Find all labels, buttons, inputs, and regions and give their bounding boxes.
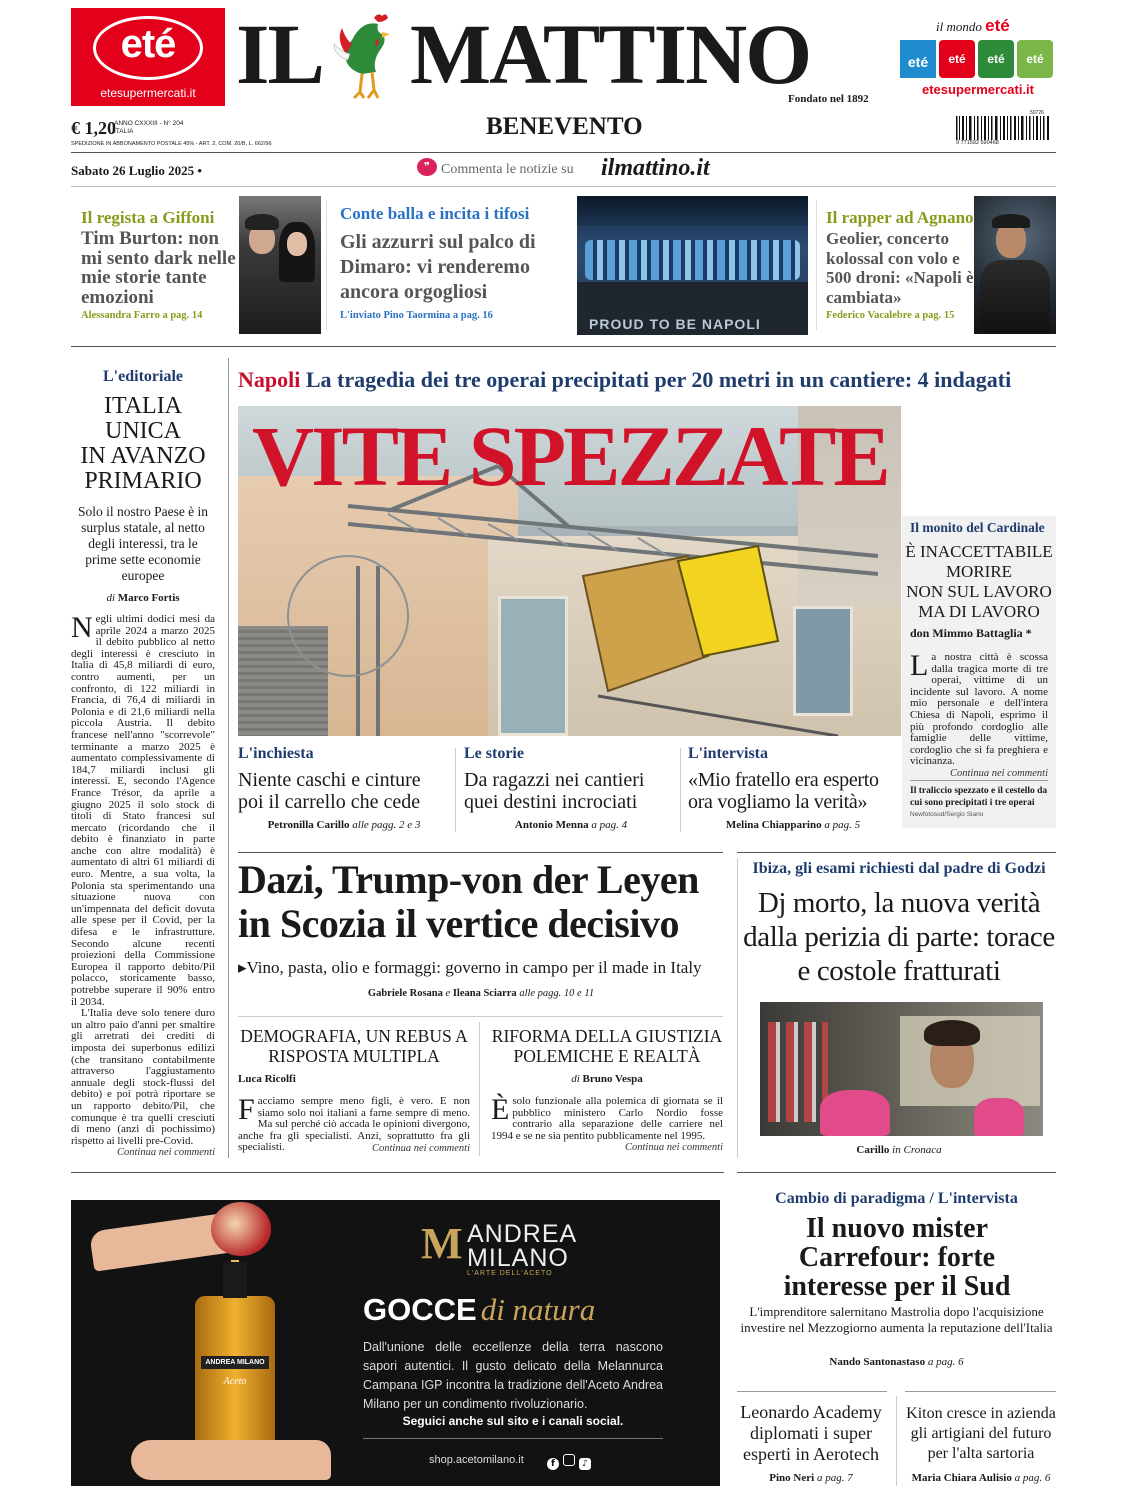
right-column-top-divider: [737, 852, 1056, 853]
teaser-bottom-divider: [71, 346, 1056, 347]
ad-brand-line1: ANDREA: [467, 1220, 578, 1248]
bottom-right-divider-1: [737, 1391, 887, 1392]
sub-byline-page: a pag. 5: [824, 819, 861, 831]
issue-number: ANNO CXXXIII - N° 204: [114, 120, 184, 127]
leonardo-story[interactable]: [734, 1400, 888, 1490]
cardinal-caption-divider: [910, 780, 1048, 781]
ibiza-caption: [742, 1144, 1056, 1156]
ad-top-divider: [71, 1172, 724, 1173]
sub-byline: [688, 819, 898, 831]
opinion-author: Luca Ricolfi: [238, 1073, 296, 1085]
ibiza-caption-section: in Cronaca: [892, 1144, 942, 1156]
cardinal-headline: [902, 542, 1056, 622]
carrefour-top-divider: [737, 1172, 1056, 1173]
carrefour-kicker-text2: L'intervista: [937, 1190, 1018, 1207]
carrefour-kicker: [737, 1190, 1056, 1208]
comment-prompt: Commenta le notizie su: [441, 162, 574, 177]
pink-figure: [820, 1090, 890, 1136]
dazi-author-1: Gabriele Rosana: [367, 988, 443, 999]
teaser-headline: Gli azzurri sul palco di Dimaro: vi renderemo ancora orgogliosi: [340, 231, 536, 303]
kiton-byline: [904, 1472, 1058, 1484]
editorial-headline: [71, 394, 215, 494]
kiton-page: a pag. 6: [1014, 1472, 1051, 1484]
stage-banner: PROUD TO BE NAPOLI: [589, 316, 761, 332]
carrefour-deck: L'imprenditore salernitano Mastrolia dopo l'acquisizione investire nel Mezzogiorno aumenta la reputazione dell'Italia: [740, 1304, 1053, 1335]
cardinal-dropcap: L: [910, 649, 929, 682]
ibiza-photo: [760, 1002, 1043, 1136]
ad-title: [363, 1292, 595, 1328]
sub-byline-page: a pag. 4: [591, 819, 628, 831]
ad-bottle-sub: Aceto: [223, 1376, 247, 1387]
carrefour-byline: [737, 1356, 1056, 1368]
ad-logo-grand: eté: [900, 40, 936, 78]
dazi-deck: ▸Vino, pasta, olio e formaggi: governo in campo per il made in Italy: [238, 958, 702, 977]
sub-headline: «Mio fratello era esperto ora vogliamo la verità»: [688, 769, 879, 813]
comment-bubble-icon: ❞: [417, 158, 437, 176]
cardinal-kicker: Il monito del Cardinale: [910, 520, 1045, 535]
carrefour-author: Nando Santonastaso: [829, 1356, 926, 1368]
dj-hair: [924, 1020, 980, 1046]
dazi-bottom-divider: [238, 1016, 723, 1017]
cardinal-box[interactable]: [902, 516, 1056, 828]
masthead-title-il: IL: [236, 6, 323, 102]
instagram-icon[interactable]: [563, 1454, 575, 1466]
editorial-dropcap: N: [71, 611, 93, 644]
issue-country: ITALIA: [114, 128, 134, 135]
carrefour-page: a pag. 6: [927, 1356, 964, 1368]
cardinal-headline-line: NON SUL LAVORO: [906, 582, 1052, 601]
cardinal-body-text: a nostra città è scossa dalla tragica morte di tre operai, vittime di un incidente sul lavoro. A nome mio personale e dell'intera Chiesa di Napoli, esprimo il più profondo cordoglio alle famiglie delle vittime, cordoglio che si fa preghiera e vicinanza.: [910, 651, 1048, 768]
cardinal-body: [910, 649, 1048, 780]
opinion-continue[interactable]: Continua nei commenti: [372, 1142, 470, 1154]
sub-divider-1: [455, 748, 456, 832]
opinion-author-prefix: di: [571, 1073, 580, 1085]
sub-byline: [464, 819, 678, 831]
main-kicker-place: Napoli: [238, 367, 301, 392]
editorial-body-p2: L'Italia deve solo tenere duro un altro paio d'anni per smaltire gli arretrati dei crediti di imposta dei superbonus edilizi (che transitano contabilmente attraverso l'aggiustamento annuale degli stock-flussi del debito) e poi potrà riportare se un rapporto debito/Pil, che comunque è tra quelli cresciuti di meno (anzi di pochissimo) rispetto ai livelli pre-Covid.: [71, 1007, 215, 1147]
cardinal-headline-line: MA DI LAVORO: [918, 602, 1040, 621]
teaser-byline: L'inviato Pino Taormina a pag. 16: [340, 310, 493, 321]
ad-bottle: [195, 1296, 275, 1456]
geolier-cap: [992, 214, 1030, 228]
carrefour-headline: Il nuovo mister Carrefour: forte interesse per il Sud: [783, 1213, 1011, 1302]
opinion-author-name: Bruno Vespa: [582, 1073, 643, 1085]
geolier-jacket: [980, 260, 1050, 334]
sub-byline-author: Melina Chiapparino: [725, 819, 822, 831]
sub-kicker: L'intervista: [688, 745, 768, 762]
ad-brand-monogram: M: [421, 1219, 463, 1268]
sub-byline-page: alle pagg. 2 e 3: [352, 819, 421, 831]
stage-lights: [577, 196, 808, 226]
leonardo-headline: Leonardo Academy diplomati i super esperti in Aerotech: [740, 1402, 882, 1464]
comment-bar[interactable]: [417, 155, 737, 183]
editorial-headline-line: UNICA: [105, 418, 181, 444]
ad-cta-divider: [363, 1438, 663, 1439]
editorial-kicker: L'editoriale: [103, 368, 183, 385]
barcode-small-number: 50726: [1030, 110, 1044, 116]
napoli-team-photo: [577, 196, 808, 335]
editorial-author-name: Marco Fortis: [117, 592, 180, 604]
opinion-continue[interactable]: Continua nei commenti: [625, 1142, 723, 1154]
teaser-kicker: Il regista a Giffoni: [81, 208, 215, 227]
cardinal-continue[interactable]: Continua nei commenti: [950, 767, 1048, 779]
sub-intervista[interactable]: [688, 745, 898, 837]
opinion-dropcap: È: [491, 1093, 510, 1126]
ibiza-story[interactable]: [742, 858, 1056, 1162]
shelf-items: [768, 1022, 828, 1122]
opinion-body-text: acciamo sempre meno figli, è vero. E non siamo solo noi italiani a farne sempre di meno. Ma sul perché ciò accada le opinioni divergono, anche fra gli specialisti. Anzi, soprattutto fra gli specialisti.: [238, 1095, 470, 1154]
masthead-divider: [71, 152, 1056, 153]
editorial-headline-line: IN AVANZO: [80, 443, 206, 469]
dazi-author-2: Ileana Sciarra: [452, 988, 517, 999]
teaser-divider-1: [326, 200, 327, 330]
cardinal-headline-line: MORIRE: [945, 562, 1013, 581]
editorial-deck: Solo il nostro Paese è in surplus statale, al netto degli interessi, tra le prime sette economie europee: [77, 504, 209, 583]
main-story-bottom-divider: [238, 852, 723, 853]
geolier-photo: [974, 196, 1056, 334]
opinion-ricolfi[interactable]: [238, 1022, 470, 1162]
sub-inchiesta[interactable]: [238, 745, 450, 837]
right-ad-title-brand: eté: [985, 16, 1010, 35]
teaser-kicker: Il rapper ad Agnano: [826, 208, 974, 227]
ad-logo-ete-futura: eté: [978, 40, 1014, 78]
tiktok-icon[interactable]: ♪: [579, 1458, 591, 1470]
teaser-napoli[interactable]: [331, 196, 811, 336]
editorial-headline-line: PRIMARIO: [84, 468, 202, 494]
dazi-story[interactable]: [238, 858, 724, 1008]
postal-notice: SPEDIZIONE IN ABBONAMENTO POSTALE 45% - ART. 2, COM. 20/B, L. 662/96: [71, 141, 272, 147]
opinion-headline: RIFORMA DELLA GIUSTIZIA POLEMICHE E REALTÀ: [491, 1026, 723, 1066]
kiton-author: Maria Chiara Aulisio: [911, 1472, 1012, 1484]
ibiza-kicker: Ibiza, gli esami richiesti dal padre di Godzi: [752, 860, 1046, 877]
sub-byline-author: Antonio Menna: [514, 819, 589, 831]
column-divider-mid: [737, 858, 738, 1158]
ad-logo-ete-smart: eté: [1017, 40, 1053, 78]
leonardo-byline: [734, 1472, 888, 1484]
sub-headline: Da ragazzi nei cantieri quei destini incrociati: [464, 769, 645, 813]
teaser-geolier[interactable]: [816, 196, 1056, 336]
main-photo: [238, 406, 901, 736]
dazi-byline: [238, 988, 724, 999]
bottom-right-divider-2: [905, 1391, 1056, 1392]
teaser-byline: Federico Vacalebre a pag. 15: [826, 310, 955, 321]
main-headline: VITE SPEZZATE: [252, 408, 888, 504]
ad-bottle-label: ANDREA MILANO: [201, 1356, 269, 1369]
founded-text: Fondato nel 1892: [788, 93, 869, 105]
ad-logo-ete: eté: [939, 40, 975, 78]
editorial-author-prefix: di: [106, 592, 115, 604]
sub-divider-2: [680, 748, 681, 832]
leonardo-page: a pag. 7: [816, 1472, 853, 1484]
carrefour-story[interactable]: [737, 1180, 1056, 1376]
rooster-icon: [332, 10, 408, 102]
team-row: [585, 240, 800, 280]
date-divider: [71, 186, 1056, 187]
dazi-author-join: e: [445, 988, 451, 999]
leonardo-author: Pino Neri: [769, 1472, 815, 1484]
ad-apple: [211, 1202, 271, 1256]
cardinal-headline-line: È INACCETTABILE: [905, 542, 1053, 561]
social-icons: [547, 1453, 591, 1471]
sub-byline-author: Petronilla Carillo: [267, 819, 350, 831]
kiton-story[interactable]: [904, 1400, 1058, 1490]
sub-kicker: Le storie: [464, 745, 524, 762]
issue-date: Sabato 26 Luglio 2025 •: [71, 163, 202, 178]
kiton-headline: Kiton cresce in azienda gli artigiani del futuro per l'alta sartoria: [906, 1405, 1056, 1462]
teaser-kicker: Conte balla e incita i tifosi: [340, 204, 530, 223]
ad-body: Dall'unione delle eccellenze della terra nascono sapori autentici. Il gusto delicato della Melannurca Campana IGP incontra la tradizione dell'Aceto Andrea Milano per un condimento rivoluzionario.: [363, 1340, 663, 1411]
ad-brand-tag: L'ARTE DELL'ACETO: [467, 1270, 553, 1277]
editorial-author: [71, 592, 215, 604]
ete-logo-url: etesupermercati.it: [100, 86, 196, 100]
burton-hair: [245, 214, 279, 230]
bottom-right-vdivider: [896, 1396, 897, 1486]
dazi-headline: Dazi, Trump-von der Leyen in Scozia il vertice decisivo: [238, 857, 699, 946]
price: € 1,20: [71, 118, 116, 138]
pink-figure-right: [974, 1098, 1024, 1136]
teaser-headline: Tim Burton: non mi sento dark nelle mie storie tante emozioni: [81, 228, 236, 308]
carrefour-kicker-sep: /: [929, 1190, 934, 1207]
ete-logo-ad[interactable]: [71, 8, 225, 106]
teaser-headline: Geolier, concerto kolossal con volo e 500 droni: «Napoli è cambiata»: [826, 229, 974, 307]
editorial-body: [71, 611, 215, 1159]
opinion-author: [491, 1073, 723, 1085]
editorial-headline-line: ITALIA: [103, 393, 183, 419]
editorial-divider: [228, 358, 229, 1158]
opinion-divider: [479, 1022, 480, 1156]
burton-photo: [239, 196, 321, 334]
masthead-title-mattino: MATTINO: [410, 6, 811, 102]
photo-credit: Newfotosud/Sergio Siano: [910, 811, 984, 818]
opinion-vespa[interactable]: [491, 1022, 723, 1162]
sub-storie[interactable]: [464, 745, 678, 837]
bellucci-face2: [287, 232, 307, 256]
right-ad-url: etesupermercati.it: [922, 82, 1034, 97]
ad-url[interactable]: shop.acetomilano.it: [429, 1454, 524, 1466]
cardinal-author: don Mimmo Battaglia *: [910, 626, 1032, 640]
opinion-body-text: solo funzionale alla polemica di giornata se il pubblico ministero Carlo Nordio fosse contrario alla separazione delle carriere nel 1994 e se ne sia pentito pubblicamente nel 1995.: [491, 1095, 723, 1142]
opinion-body: [491, 1093, 723, 1154]
sub-byline: [238, 819, 450, 831]
teaser-byline: Alessandra Farro a pag. 14: [81, 310, 203, 321]
edition-name: BENEVENTO: [486, 113, 643, 140]
main-kicker-text: La tragedia dei tre operai precipitati per 20 metri in un cantiere: 4 indagati: [305, 367, 1012, 392]
editorial-continue[interactable]: Continua nei commenti: [117, 1147, 215, 1159]
ad-brand-line2: MILANO: [467, 1244, 569, 1272]
editorial[interactable]: [71, 356, 215, 1162]
sub-headline: Niente caschi e cinture poi il carrello che cede: [238, 769, 421, 813]
editorial-body-p1: egli ultimi dodici mesi da aprile 2024 a marzo 2025 il debito pubblico al netto degli interessi è cresciuto in Italia di 45,8 miliardi di euro, contro aumenti, per un confronto, di 122 miliardi in Francia, di 76,4 di miliardi in Polonia e di 21,6 miliardi nella piccola Austria. Il debito francese nell'anno "scorrevole" terminante a marzo 2025 è aumentato complessivamente di 184,7 miliardi inclusi gli interessi. E, secondo l'Agence France Trésor, da aprile a giugno 2025 il solo stock di titoli di Stato francesi sul mercato (ricordando che il debito è finanziato in parte anche con altre modalità) è aumentato di altri 61 miliardi di euro. Mentre, a sua volta, la Polonia sta sperimentando una situazione nuova con un'impennata del deficit dovuta alle spese per il Covid, per la difesa e le infrastrutture. Secondo alcune recenti proiezioni della Commissione Europea il rapporto debito/Pil polacco, storicamente basso, potrebbe superare il 90% entro il 2034.: [71, 613, 215, 1008]
right-ad[interactable]: [900, 10, 1060, 100]
barcode-number: 9 771592 590468: [956, 140, 999, 146]
andrea-milano-ad[interactable]: [71, 1200, 720, 1486]
dazi-page: alle pagg. 10 e 11: [519, 988, 595, 999]
photo-caption-text: Il traliccio spezzato e il cestello da cui sono precipitati i tre operai: [910, 786, 1048, 808]
ad-hand-bottom: [131, 1440, 331, 1480]
opinion-body: [238, 1093, 470, 1155]
opinion-dropcap: F: [238, 1093, 255, 1126]
carrefour-kicker-text: Cambio di paradigma: [775, 1190, 926, 1207]
ibiza-caption-author: Carillo: [856, 1144, 890, 1156]
opinion-headline: DEMOGRAFIA, UN REBUS A RISPOSTA MULTIPLA: [240, 1026, 468, 1066]
ibiza-headline: Dj morto, la nuova verità dalla perizia di parte: torace e costole fratturati: [743, 887, 1055, 987]
ad-cta: Seguici anche sul sito e i canali social.: [402, 1414, 624, 1428]
main-kicker: [238, 367, 1011, 393]
right-ad-title-prefix: il mondo: [936, 19, 982, 34]
site-link[interactable]: ilmattino.it: [601, 155, 710, 181]
ad-bottle-neck: [223, 1262, 247, 1298]
photo-caption: [910, 786, 1050, 821]
sub-kicker: L'inchiesta: [238, 745, 314, 762]
ete-logo-text: eté: [120, 22, 176, 66]
right-ad-title: [936, 16, 1010, 36]
ad-title-script: di natura: [480, 1292, 596, 1327]
facebook-icon[interactable]: f: [547, 1458, 559, 1470]
ad-title-bold: GOCCE: [363, 1292, 477, 1327]
